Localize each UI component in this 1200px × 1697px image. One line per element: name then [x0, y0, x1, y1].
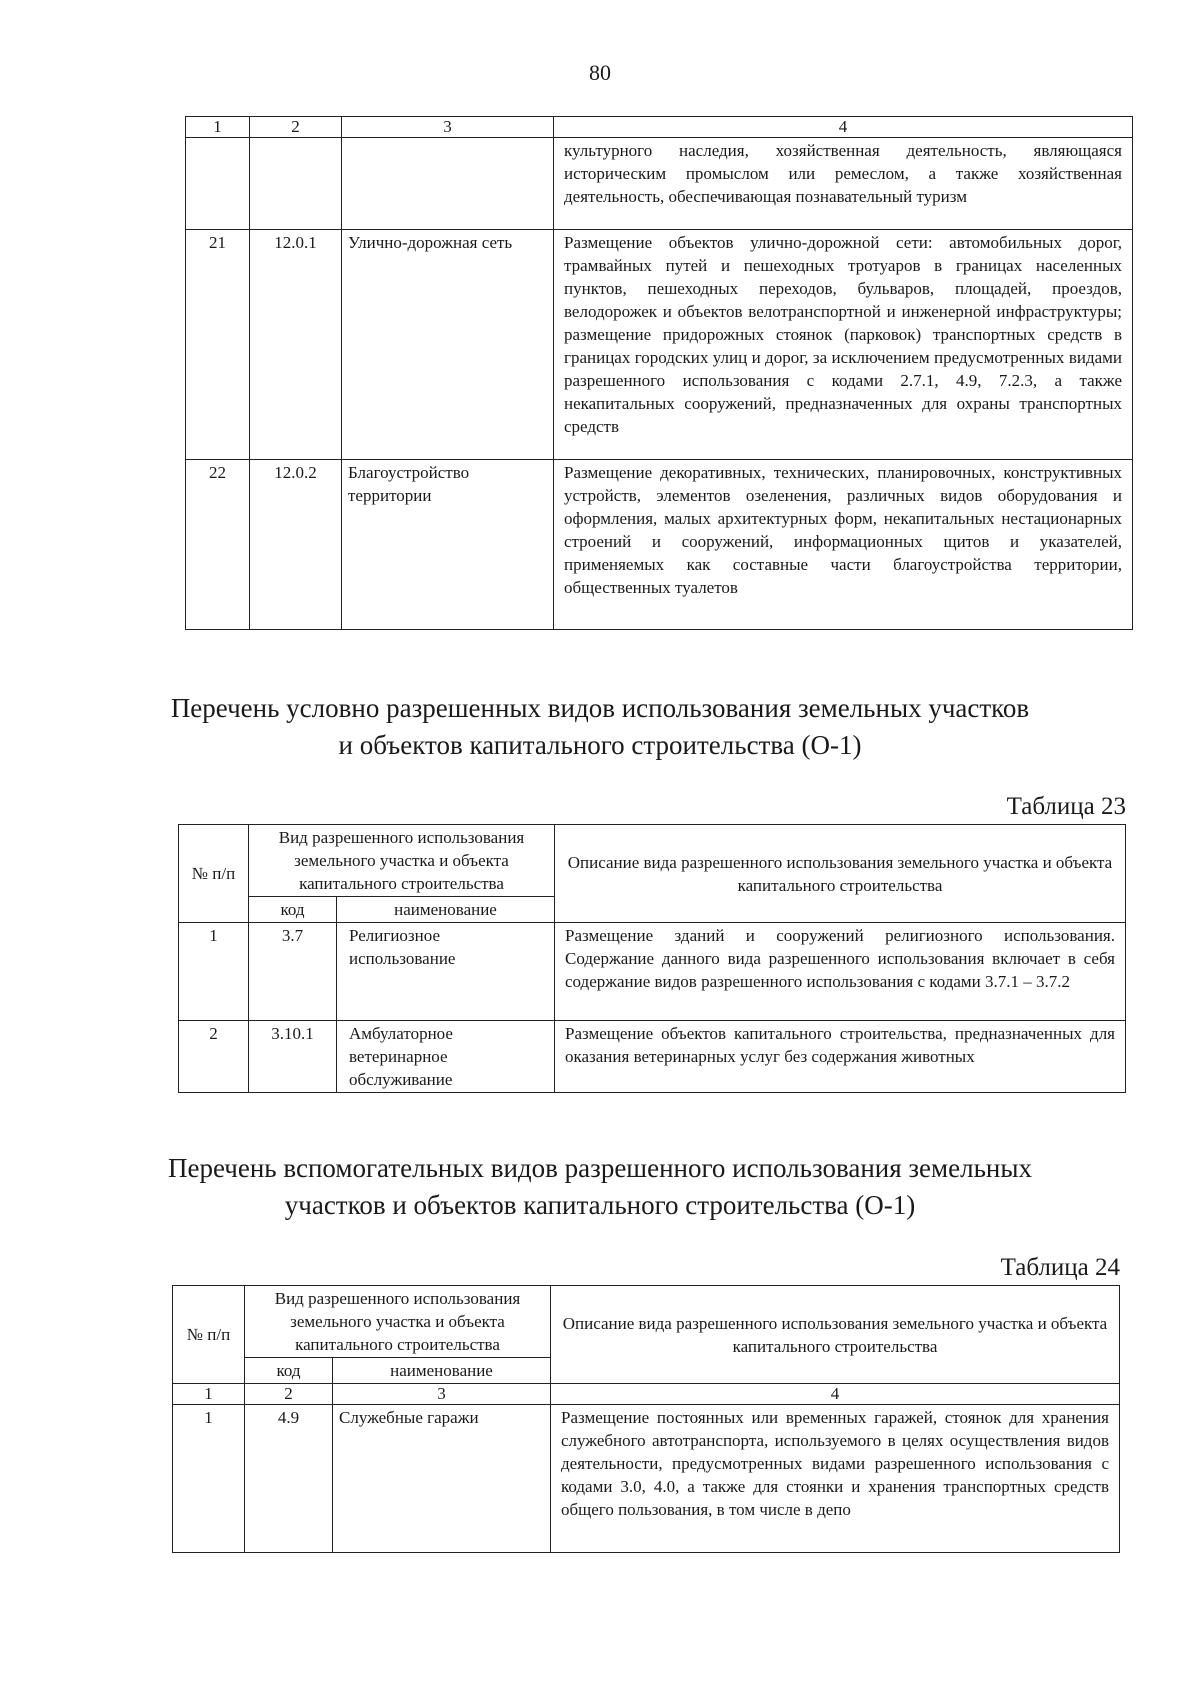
row-number: 1: [179, 923, 249, 1021]
conditional-use-table: [178, 824, 1126, 1093]
column-number-row: [173, 1384, 1120, 1405]
header-description: Описание вида разрешенного использования земельного участка и объекта капитального строительства: [555, 825, 1126, 923]
land-use-table-continued: [185, 116, 1133, 630]
col-number: 4: [554, 117, 1133, 138]
header-number: № п/п: [173, 1286, 245, 1384]
row-description: Размещение декоративных, технических, планировочных, конструктивных устройств, элементов озеленения, различных видов оборудования и оформления, малых архитектурных форм, некапитальных нестационарных строений и сооружений, информационных щитов и указателей, применяемых как составные части благоустройства территории, общественных туалетов: [554, 460, 1133, 630]
row-name: Благоустройство территории: [342, 460, 554, 630]
header-name: наименование: [337, 897, 555, 923]
row-description: Размещение объектов улично-дорожной сети: автомобильных дорог, трамвайных путей и пешеходных тротуаров в границах населенных пунктов, пешеходных переходов, бульваров, площадей, проездов, велодорожек и объектов велотранспортной и инженерной инфраструктуры; размещение придорожных стоянок (парковок) транспортных средств в границах городских улиц и дорог, за исключением предусмотренных видами разрешенного использования с кодами 2.7.1, 4.9, 7.2.3, а также некапитальных сооружений, предназначенных для охраны транспортных средств: [554, 230, 1133, 460]
table-row: [173, 1405, 1120, 1553]
header-use-type: Вид разрешенного использования земельного участка и объекта капитального строительства: [249, 825, 555, 897]
row-description: Размещение зданий и сооружений религиозного использования. Содержание данного вида разрешенного использования включает в себя содержание видов разрешенного использования с кодами 3.7.1 – 3.7.2: [555, 923, 1126, 1021]
section-heading-auxiliary: [0, 1150, 1200, 1224]
table-header-row: [179, 825, 1126, 897]
heading-line: Перечень вспомогательных видов разрешенного использования земельных: [168, 1153, 1032, 1183]
col-number: 4: [551, 1384, 1120, 1405]
header-description: Описание вида разрешенного использования земельного участка и объекта капитального строительства: [551, 1286, 1120, 1384]
auxiliary-use-table: [172, 1285, 1120, 1553]
table-row: [186, 138, 1133, 230]
row-name: Улично-дорожная сеть: [342, 230, 554, 460]
row-number: 1: [173, 1405, 245, 1553]
header-code: код: [249, 897, 337, 923]
col-number: 1: [173, 1384, 245, 1405]
table-header-row: [173, 1286, 1120, 1358]
table-row: [179, 1021, 1126, 1093]
row-name: Амбулаторное ветеринарное обслуживание: [337, 1021, 555, 1093]
row-description: Размещение объектов капитального строительства, предназначенных для оказания ветеринарных услуг без содержания животных: [555, 1021, 1126, 1093]
row-code: 4.9: [245, 1405, 333, 1553]
col-number: 2: [245, 1384, 333, 1405]
table-row: [186, 230, 1133, 460]
row-description: культурного наследия, хозяйственная деятельность, являющаяся историческим промыслом или ремеслом, а также хозяйственная деятельность, обеспечивающая познавательный туризм: [554, 138, 1133, 230]
page-number: 80: [589, 60, 611, 85]
row-code: 3.7: [249, 923, 337, 1021]
table-row: [179, 923, 1126, 1021]
row-name: Религиозное использование: [337, 923, 555, 1021]
section-heading-conditional: [0, 690, 1200, 764]
table-24-label: Таблица 24: [1000, 1254, 1120, 1281]
row-number: [186, 138, 250, 230]
row-name: [342, 138, 554, 230]
header-name: наименование: [333, 1358, 551, 1384]
row-number: 21: [186, 230, 250, 460]
row-code: [250, 138, 342, 230]
table-row: [186, 460, 1133, 630]
row-code: 12.0.2: [250, 460, 342, 630]
header-use-type: Вид разрешенного использования земельного участка и объекта капитального строительства: [245, 1286, 551, 1358]
column-number-row: [186, 117, 1133, 138]
col-number: 1: [186, 117, 250, 138]
col-number: 3: [333, 1384, 551, 1405]
header-code: код: [245, 1358, 333, 1384]
row-code: 12.0.1: [250, 230, 342, 460]
row-description: Размещение постоянных или временных гаражей, стоянок для хранения служебного автотранспорта, используемого в целях осуществления видов деятельности, предусмотренных видами разрешенного использования с кодами 3.0, 4.0, а также для стоянки и хранения транспортных средств общего пользования, в том числе в депо: [551, 1405, 1120, 1553]
row-name: Служебные гаражи: [333, 1405, 551, 1553]
header-number: № п/п: [179, 825, 249, 923]
col-number: 3: [342, 117, 554, 138]
heading-line: Перечень условно разрешенных видов использования земельных участков: [170, 693, 1030, 723]
heading-line: и объектов капитального строительства (О-1): [338, 730, 862, 760]
heading-line: участков и объектов капитального строительства (О-1): [284, 1190, 916, 1220]
col-number: 2: [250, 117, 342, 138]
row-code: 3.10.1: [249, 1021, 337, 1093]
row-number: 22: [186, 460, 250, 630]
table-23-label: Таблица 23: [1006, 793, 1126, 820]
row-number: 2: [179, 1021, 249, 1093]
